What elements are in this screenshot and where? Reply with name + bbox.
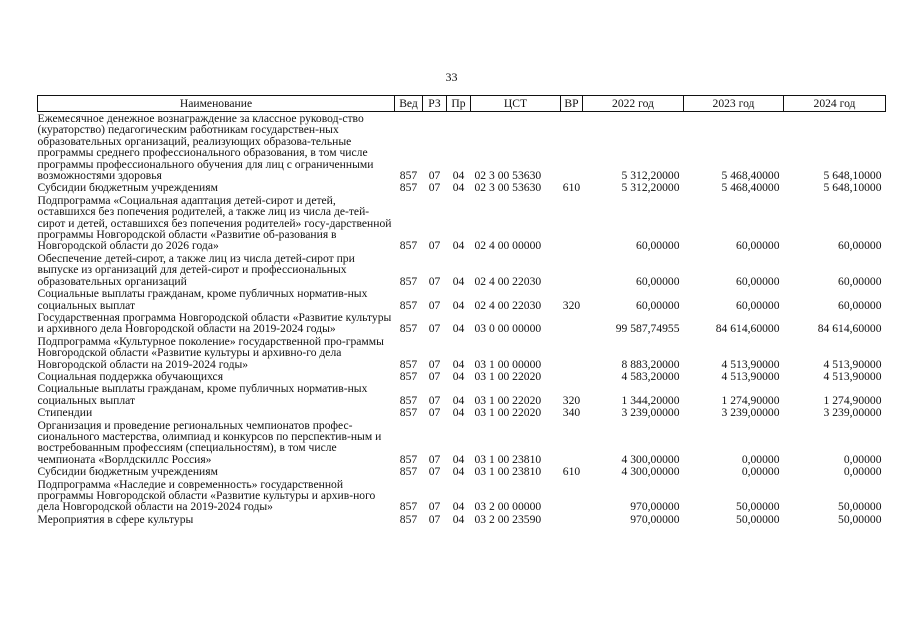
row-cst: 03 2 00 23590 [474,512,542,526]
row-value-2023: 60,00000 [736,298,780,312]
row-vr [561,335,583,370]
row-rz: 07 [428,452,441,466]
row-ved: 857 [399,452,418,466]
row-name: Подпрограмма «Социальная адаптация детей-сирот и детей, оставшихся без попечения родителей, а также лиц из числа де-тей-сирот и детей, оставшихся без попечения родителей» госу-дарственной программы Новгородской области «Развитие об-разования в Новгородской области до 2026 года» [37,193,392,253]
row-rz: 07 [428,181,441,195]
row-cst: 03 1 00 00000 [474,357,542,371]
table-row [38,252,886,287]
table-row [38,370,886,382]
row-cst: 03 0 00 00000 [474,322,542,336]
row-vr [561,194,583,252]
row-ved: 857 [399,500,418,514]
row-ved: 857 [399,465,418,479]
row-pr: 04 [452,322,465,336]
row-value-2024: 60,00000 [838,239,882,253]
row-name: Субсидии бюджетным учреждениям [37,465,218,479]
row-value-2023: 50,00000 [736,500,780,514]
page-number: 33 [445,70,458,84]
row-value-2024: 50,00000 [838,500,882,514]
row-rz: 07 [428,512,441,526]
row-pr: 04 [452,357,465,371]
row-pr: 04 [452,369,465,383]
row-ved: 857 [399,298,418,312]
row-rz: 07 [428,357,441,371]
row-value-2023: 0,00000 [741,465,780,479]
row-value-2022: 1 344,20000 [621,393,680,407]
row-value-2024: 4 513,90000 [823,369,882,383]
row-value-2024: 50,00000 [838,512,882,526]
row-cst: 02 4 00 22030 [474,298,542,312]
row-pr: 04 [452,239,465,253]
row-name: Организация и проведение региональных чемпионатов профес-сионального мастерства, олимпиад и конкурсов по перспектив-ным и востребованным профессиям (специальностям), в том числе чемпионата «Ворлдскиллс Россия» [37,418,382,466]
table-row [38,406,886,418]
row-vr [561,311,583,335]
row-value-2024: 0,00000 [843,465,882,479]
row-value-2023: 60,00000 [736,239,780,253]
table-row [38,181,886,193]
row-rz: 07 [428,465,441,479]
row-value-2022: 970,00000 [630,500,680,514]
budget-table [37,95,886,525]
row-cst: 03 1 00 23810 [474,452,542,466]
row-value-2023: 1 274,90000 [721,393,780,407]
table-row [38,382,886,406]
row-ved: 857 [399,239,418,253]
column-header-pr: Пр [447,96,471,112]
row-cst: 02 3 00 53630 [474,181,542,195]
row-vr: 610 [562,181,581,195]
row-ved: 857 [399,512,418,526]
row-name: Государственная программа Новгородской области «Развитие культуры и архивного дела Новгородской области на 2019-2024 годы» [37,310,392,336]
row-cst: 02 4 00 00000 [474,239,542,253]
table-row [38,478,886,513]
table-row [38,112,886,182]
row-name: Субсидии бюджетным учреждениям [37,181,218,195]
row-vr: 340 [562,406,581,420]
row-pr: 04 [452,274,465,288]
row-value-2022: 3 239,00000 [621,406,680,420]
column-header-2024: 2024 год [784,96,886,112]
table-row [38,465,886,477]
row-value-2022: 970,00000 [630,512,680,526]
row-rz: 07 [428,169,441,183]
column-header-name: Наименование [38,96,395,112]
row-ved: 857 [399,393,418,407]
row-cst: 02 4 00 22030 [474,274,542,288]
row-ved: 857 [399,322,418,336]
row-ved: 857 [399,357,418,371]
row-vr: 320 [562,393,581,407]
row-pr: 04 [452,500,465,514]
row-value-2024: 1 274,90000 [823,393,882,407]
table-row [38,513,886,525]
row-vr [561,370,583,382]
row-vr [561,478,583,513]
row-name: Стипендии [37,406,93,420]
row-value-2023: 4 513,90000 [721,369,780,383]
row-pr: 04 [452,452,465,466]
row-pr: 04 [452,465,465,479]
row-cst: 03 1 00 22020 [474,393,542,407]
table-row [38,419,886,466]
table-row [38,287,886,311]
row-value-2023: 5 468,40000 [721,169,780,183]
row-vr [561,112,583,182]
row-pr: 04 [452,393,465,407]
row-name: Обеспечение детей-сирот, а также лиц из числа детей-сирот при выпуске из организаций для детей-сирот и профессиональных образовательных организаций [37,251,355,288]
row-value-2022: 60,00000 [636,239,680,253]
row-value-2022: 4 300,00000 [621,452,680,466]
row-cst: 02 3 00 53630 [474,169,542,183]
row-value-2022: 5 312,20000 [621,181,680,195]
row-rz: 07 [428,500,441,514]
row-pr: 04 [452,512,465,526]
row-pr: 04 [452,406,465,420]
row-name: Социальные выплаты гражданам, кроме публичных норматив-ных социальных выплат [37,287,368,312]
row-value-2023: 4 513,90000 [721,357,780,371]
row-name: Социальные выплаты гражданам, кроме публичных норматив-ных социальных выплат [37,382,368,407]
row-cst: 03 2 00 00000 [474,500,542,514]
row-value-2022: 4 300,00000 [621,465,680,479]
row-rz: 07 [428,274,441,288]
row-value-2022: 99 587,74955 [615,322,680,336]
row-cst: 03 1 00 22020 [474,406,542,420]
row-rz: 07 [428,406,441,420]
row-value-2024: 5 648,10000 [823,181,882,195]
table-row [38,194,886,252]
row-value-2022: 4 583,20000 [621,369,680,383]
row-vr [561,513,583,525]
row-value-2023: 0,00000 [741,452,780,466]
row-value-2024: 5 648,10000 [823,169,882,183]
column-header-2023: 2023 год [684,96,784,112]
row-value-2023: 60,00000 [736,274,780,288]
row-name: Социальная поддержка обучающихся [37,369,224,383]
row-value-2024: 4 513,90000 [823,357,882,371]
row-rz: 07 [428,322,441,336]
row-value-2024: 60,00000 [838,274,882,288]
table-body [38,112,886,526]
row-value-2022: 5 312,20000 [621,169,680,183]
row-name: Подпрограмма «Культурное поколение» государственной про-граммы Новгородской области «Развитие культуры и архивно-го дела Новгородской области на 2019-2024 годы» [37,334,384,371]
row-name: Ежемесячное денежное вознаграждение за классное руковод-ство (кураторство) педагогическим работникам государствен-ных образовательных организаций, реализующих образова-тельные программы среднего профессионального образования, в том числе программы профессионального обучения для лиц с ограниченными возможностями здоровья [37,112,374,183]
row-name: Мероприятия в сфере культуры [37,512,194,526]
row-rz: 07 [428,298,441,312]
row-ved: 857 [399,169,418,183]
row-value-2022: 60,00000 [636,298,680,312]
row-rz: 07 [428,239,441,253]
row-value-2024: 84 614,60000 [817,322,882,336]
column-header-vr: ВР [561,96,583,112]
column-header-2022: 2022 год [583,96,684,112]
row-pr: 04 [452,181,465,195]
row-pr: 04 [452,169,465,183]
row-vr [561,419,583,466]
row-rz: 07 [428,393,441,407]
row-ved: 857 [399,406,418,420]
table-header-row [38,96,886,112]
column-header-rz: РЗ [423,96,447,112]
row-vr: 610 [562,465,581,479]
row-cst: 03 1 00 22020 [474,369,542,383]
row-vr [561,252,583,287]
row-value-2024: 3 239,00000 [823,406,882,420]
column-header-cst: ЦСТ [471,96,561,112]
table-row [38,335,886,370]
row-value-2023: 50,00000 [736,512,780,526]
row-value-2022: 60,00000 [636,274,680,288]
row-value-2023: 84 614,60000 [715,322,780,336]
row-value-2022: 8 883,20000 [621,357,680,371]
row-value-2023: 3 239,00000 [721,406,780,420]
row-rz: 07 [428,369,441,383]
row-vr: 320 [562,298,581,312]
row-ved: 857 [399,274,418,288]
row-value-2024: 60,00000 [838,298,882,312]
column-header-ved: Вед [395,96,423,112]
row-ved: 857 [399,181,418,195]
row-pr: 04 [452,298,465,312]
row-cst: 03 1 00 23810 [474,465,542,479]
row-ved: 857 [399,369,418,383]
row-value-2024: 0,00000 [843,452,882,466]
table-row [38,311,886,335]
row-value-2023: 5 468,40000 [721,181,780,195]
row-name: Подпрограмма «Наследие и современность» государственной программы Новгородской области «Развитие культуры и архив-ного дела Новгородской области на 2019-2024 годы» [37,477,376,514]
